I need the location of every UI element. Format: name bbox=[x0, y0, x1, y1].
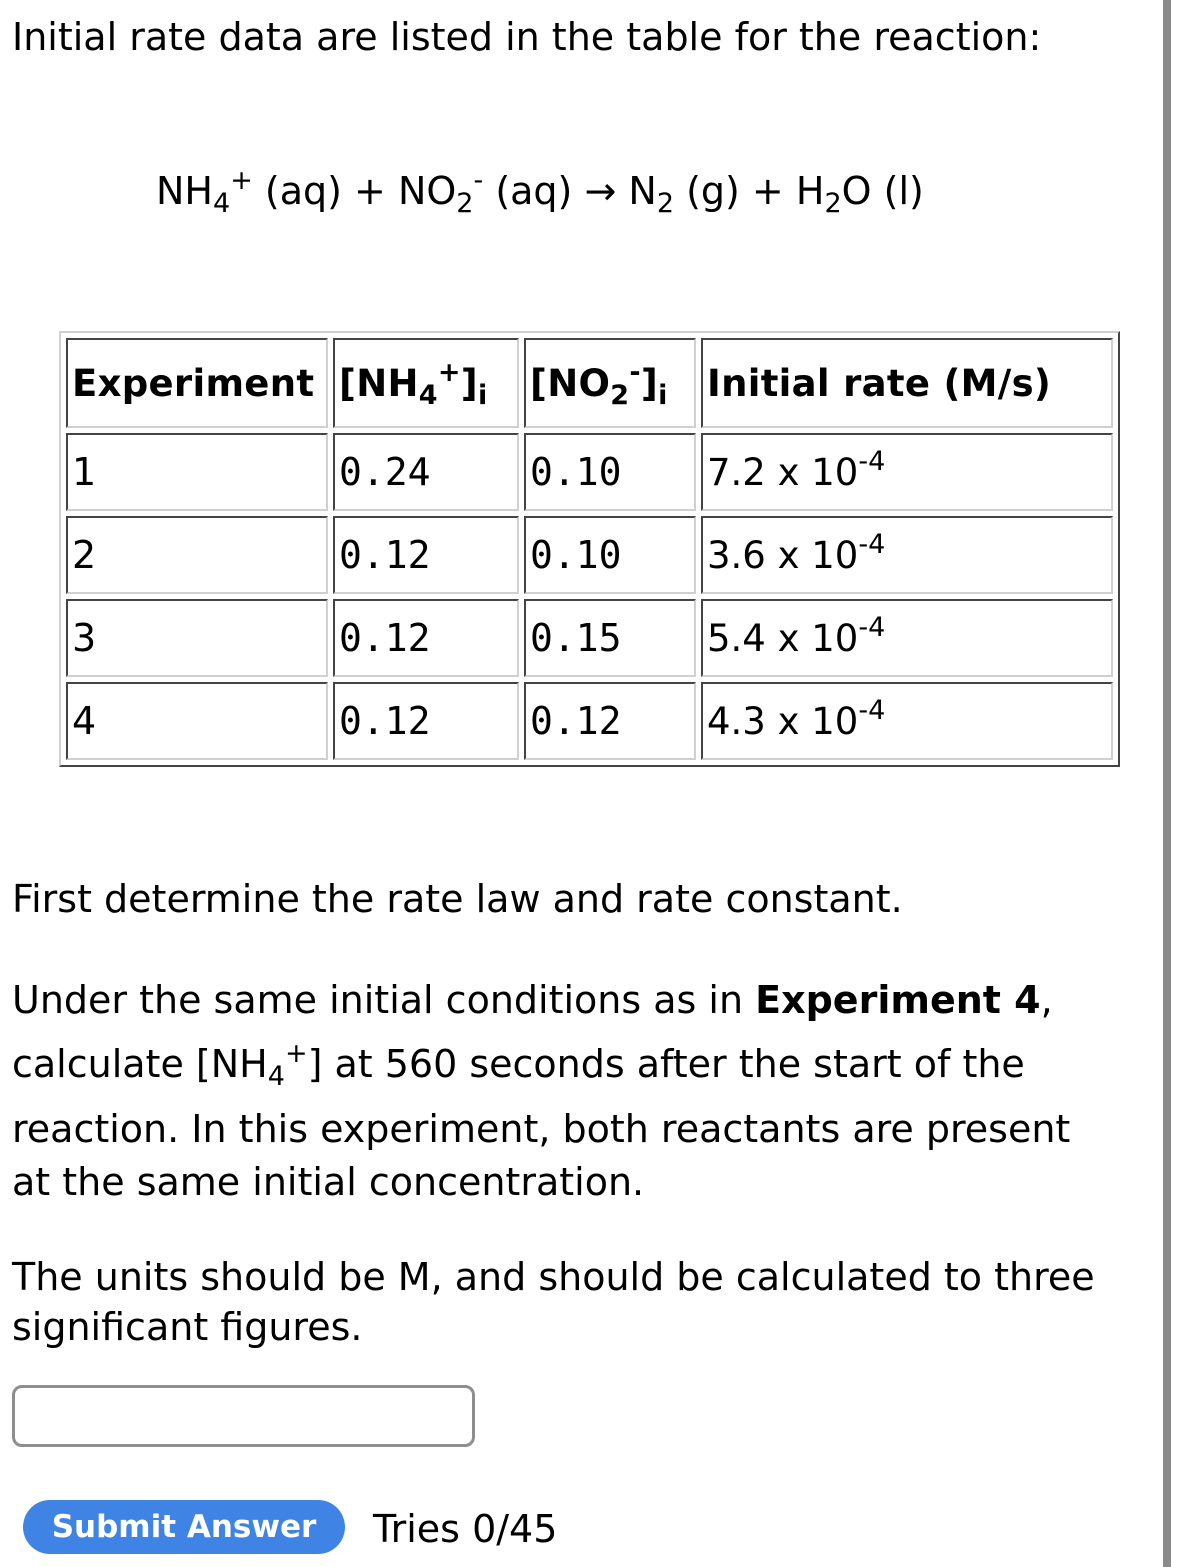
header-no2-sup: - bbox=[629, 356, 641, 388]
table-header-row bbox=[66, 338, 1113, 428]
eq-n2-sub: 2 bbox=[656, 188, 674, 220]
header-no2-i: i bbox=[658, 379, 668, 411]
cell-rate bbox=[701, 682, 1113, 760]
rate-mantissa: 5.4 x 10 bbox=[707, 616, 859, 660]
question-text-d: ] at 560 seconds after the start of the bbox=[307, 1042, 1025, 1086]
eq-h: H bbox=[795, 169, 825, 213]
header-nh4-sup: + bbox=[437, 356, 461, 388]
eq-n2: N bbox=[616, 169, 657, 213]
eq-aq2: (aq) bbox=[483, 169, 585, 213]
cell-experiment: 4 bbox=[66, 682, 328, 760]
units-instruction bbox=[12, 1252, 1095, 1352]
cell-no2: 0.10 bbox=[524, 516, 696, 594]
header-nh4 bbox=[333, 338, 519, 428]
cell-experiment: 3 bbox=[66, 599, 328, 677]
question-line-1 bbox=[12, 968, 1070, 1032]
header-no2-text: [NO bbox=[530, 361, 611, 405]
rate-exponent: -4 bbox=[858, 528, 886, 560]
units-line-1: The units should be M, and should be calculated to three bbox=[12, 1255, 1095, 1299]
header-nh4-close: ] bbox=[460, 361, 478, 405]
tries-counter: Tries 0/45 bbox=[373, 1507, 558, 1551]
eq-o: O (l) bbox=[841, 169, 924, 213]
cell-no2: 0.12 bbox=[524, 682, 696, 760]
question-text-a: Under the same initial conditions as in bbox=[12, 978, 756, 1022]
question-emphasis: Experiment 4 bbox=[755, 978, 1041, 1022]
units-line-2: significant figures. bbox=[12, 1305, 363, 1349]
rate-exponent: -4 bbox=[858, 694, 886, 726]
cell-experiment: 1 bbox=[66, 433, 328, 511]
question-text bbox=[12, 968, 1070, 1202]
eq-nh4: NH bbox=[156, 169, 213, 213]
submit-answer-button[interactable]: Submit Answer bbox=[23, 1500, 345, 1554]
table-row bbox=[66, 599, 1113, 677]
table-row bbox=[66, 516, 1113, 594]
cell-rate bbox=[701, 599, 1113, 677]
cell-no2: 0.10 bbox=[524, 433, 696, 511]
rate-exponent: -4 bbox=[858, 611, 886, 643]
cell-no2: 0.15 bbox=[524, 599, 696, 677]
eq-h2o-sub: 2 bbox=[824, 188, 842, 220]
header-no2 bbox=[524, 338, 696, 428]
header-nh4-sub: 4 bbox=[418, 379, 438, 411]
rate-mantissa: 7.2 x 10 bbox=[707, 450, 859, 494]
cell-nh4: 0.24 bbox=[333, 433, 519, 511]
header-no2-close: ] bbox=[640, 361, 659, 405]
eq-no2-sup: - bbox=[473, 165, 484, 197]
reaction-equation bbox=[156, 165, 924, 220]
table-row bbox=[66, 682, 1113, 760]
eq-no2: NO bbox=[397, 169, 457, 213]
question-text-b: , bbox=[1040, 978, 1053, 1022]
question-line-2 bbox=[12, 1032, 1070, 1096]
eq-g: (g) + bbox=[674, 169, 796, 213]
question-line-3: reaction. In this experiment, both reactants are present bbox=[12, 1107, 1071, 1151]
eq-nh4-sup: + bbox=[230, 165, 253, 197]
rate-data-table bbox=[59, 331, 1120, 767]
eq-arrow-icon: → bbox=[584, 169, 617, 213]
cell-experiment: 2 bbox=[66, 516, 328, 594]
header-nh4-text: [NH bbox=[339, 361, 419, 405]
eq-nh4-sub: 4 bbox=[213, 188, 231, 220]
cell-nh4: 0.12 bbox=[333, 516, 519, 594]
question-sub: 4 bbox=[267, 1061, 285, 1093]
question-sup: + bbox=[284, 1038, 308, 1070]
eq-aq1: (aq) + bbox=[252, 169, 398, 213]
answer-input[interactable] bbox=[12, 1385, 475, 1447]
header-no2-sub: 2 bbox=[610, 379, 630, 411]
instruction-rate-law: First determine the rate law and rate constant. bbox=[12, 877, 903, 921]
header-rate: Initial rate (M/s) bbox=[701, 338, 1113, 428]
header-nh4-i: i bbox=[478, 379, 488, 411]
table-row bbox=[66, 433, 1113, 511]
cell-nh4: 0.12 bbox=[333, 599, 519, 677]
eq-no2-sub: 2 bbox=[456, 188, 474, 220]
intro-text: Initial rate data are listed in the table for the reaction: bbox=[12, 15, 1042, 59]
rate-mantissa: 3.6 x 10 bbox=[707, 533, 859, 577]
cell-rate bbox=[701, 433, 1113, 511]
cell-nh4: 0.12 bbox=[333, 682, 519, 760]
scrollbar[interactable] bbox=[1163, 0, 1171, 1567]
rate-mantissa: 4.3 x 10 bbox=[707, 699, 859, 743]
rate-exponent: -4 bbox=[858, 445, 886, 477]
header-experiment: Experiment bbox=[66, 338, 328, 428]
cell-rate bbox=[701, 516, 1113, 594]
question-text-c: calculate [NH bbox=[12, 1042, 268, 1086]
question-line-4: at the same initial concentration. bbox=[12, 1160, 645, 1204]
